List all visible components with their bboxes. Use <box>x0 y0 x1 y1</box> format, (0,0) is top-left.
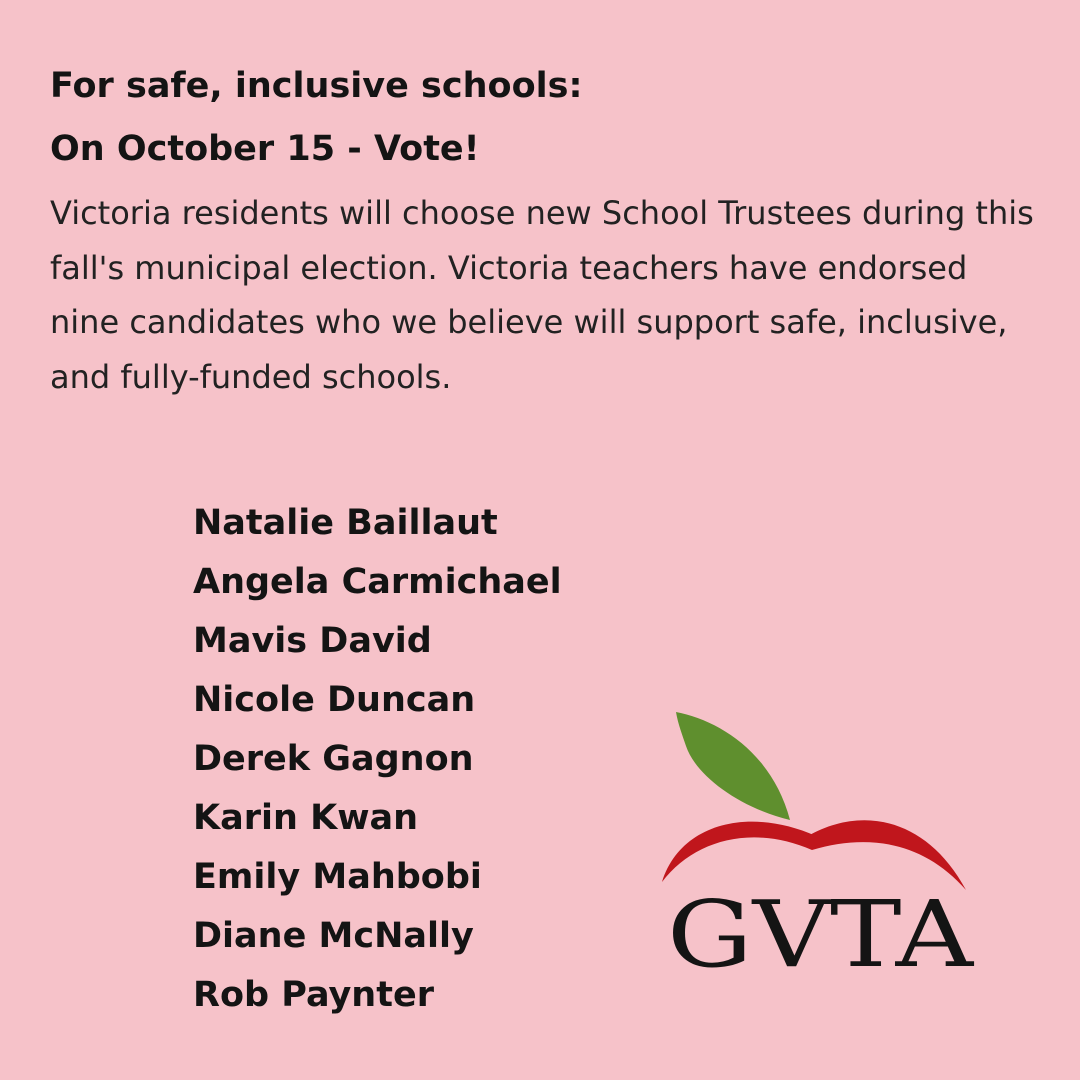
candidate-name: Diane McNally <box>193 916 474 956</box>
apple-logo-graphic <box>660 700 980 990</box>
candidate-name: Rob Paynter <box>193 975 434 1015</box>
candidate-name: Natalie Baillaut <box>193 503 498 543</box>
leaf-icon <box>676 712 790 820</box>
gvta-logo <box>660 700 980 990</box>
candidate-name: Karin Kwan <box>193 798 419 838</box>
logo-text: GVTA <box>667 881 975 988</box>
apple-arc-left-icon <box>662 822 816 882</box>
candidate-name: Nicole Duncan <box>193 680 476 720</box>
candidate-name: Mavis David <box>193 621 432 661</box>
headline <box>50 55 582 181</box>
headline-line-1: For safe, inclusive schools: <box>50 66 583 106</box>
candidate-list <box>193 494 562 1025</box>
candidate-name: Derek Gagnon <box>193 739 474 779</box>
headline-line-2: On October 15 - Vote! <box>50 129 480 169</box>
candidate-name: Emily Mahbobi <box>193 857 482 897</box>
apple-arc-right-icon <box>808 820 966 890</box>
candidate-name: Angela Carmichael <box>193 562 562 602</box>
endorsement-paragraph: Victoria residents will choose new School Trustees during this fall's municipal election. Victoria teachers have endorsed nine candidates who we believe will support safe, inclusive, and fully-funded schools. <box>50 194 1034 396</box>
